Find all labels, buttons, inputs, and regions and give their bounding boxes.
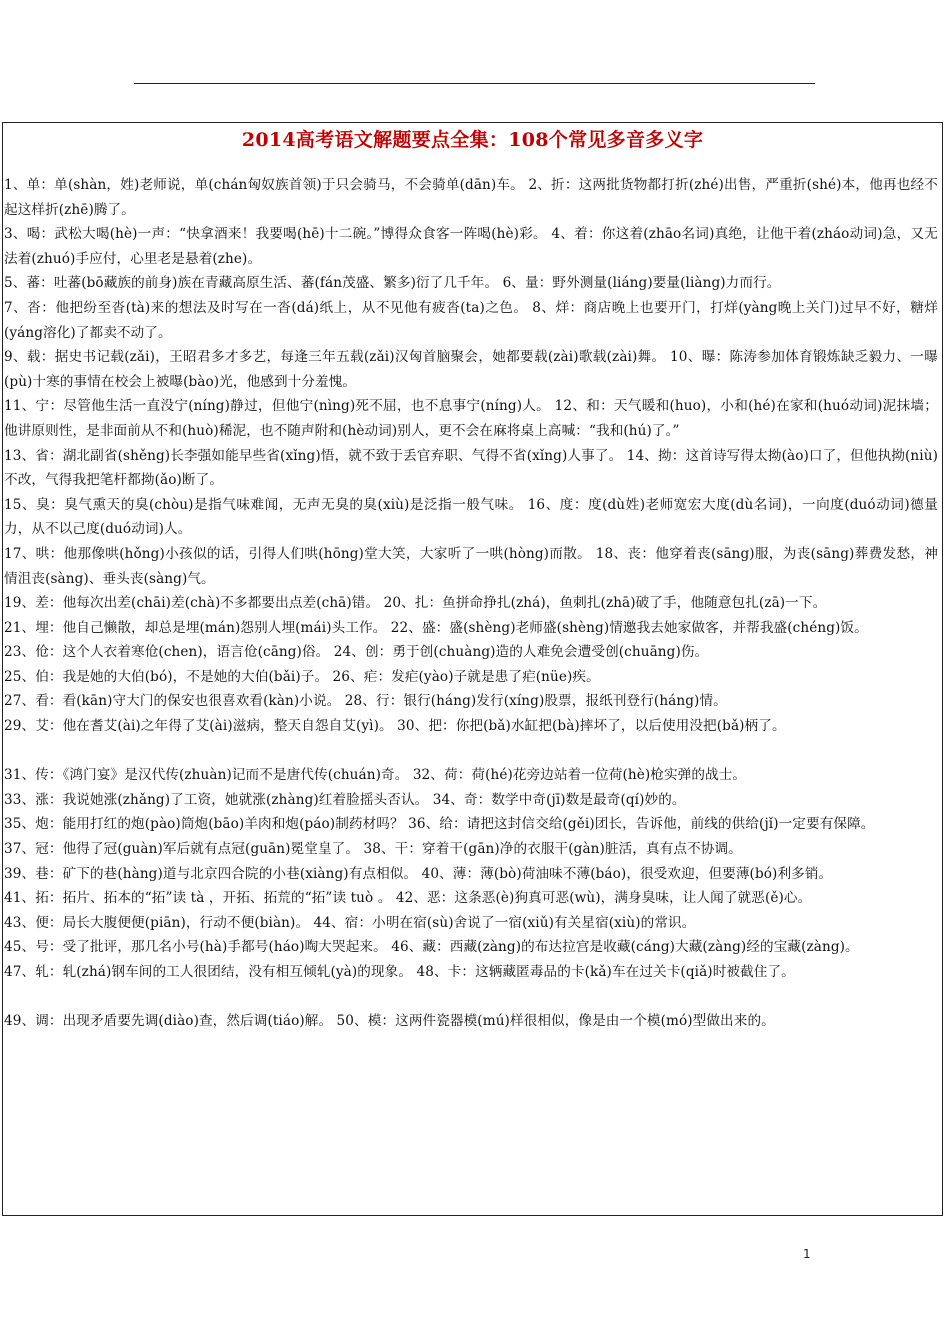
blank-line [4,985,938,1010]
paragraph: 35、炮：能用打红的炮(pào)筒炮(bāo)羊肉和炮(páo)制药材吗？ 36、给：请把这封信交给(gěi)团长，告诉他，前线的供给(jǐ)一定要有保障。 [4,816,875,833]
page-title: 2014高考语文解题要点全集：108个常见多音多义字 [241,129,704,151]
page-number: 1 [803,1247,811,1261]
paragraph: 33、涨：我说她涨(zhǎng)了工资，她就涨(zhàng)红着脸摇头否认。 34、奇：数学中奇(jī)数是最奇(qí)妙的。 [4,791,686,808]
paragraph: 7、沓：他把纷至沓(tà)来的想法及时写在一沓(dá)纸上，从不见他有疲沓(ta)之色。 8、烊：商店晚上也要开门，打烊(yàng晚上关门)过早不好，糖烊(yáng溶化)了都卖不动了。 [4,299,938,341]
blank-line [4,739,938,764]
header-rule [134,83,815,84]
paragraph: 31、传：《鸿门宴》是汉代传(zhuàn)记而不是唐代传(chuán)奇。 32、荷：荷(hé)花旁边站着一位荷(hè)枪实弹的战士。 [4,767,747,784]
paragraph: 37、冠：他得了冠(guàn)军后就有点冠(guān)冕堂皇了。 38、干：穿着干(gān)净的衣服干(gàn)脏活，真有点不协调。 [4,841,742,858]
paragraph: 49、调：出现矛盾要先调(diào)查，然后调(tiáo)解。 50、模：这两件瓷器模(mú)样很相似，像是由一个模(mó)型做出来的。 [4,1013,775,1030]
paragraph: 15、臭：臭气熏天的臭(chòu)是指气味难闻，无声无臭的臭(xiù)是泛指一般气味。 16、度：度(dù姓)老师宽宏大度(dù名词)，一向度(duó动词)德量力，从不以己度(duó动词)人。 [4,496,938,538]
paragraph: 45、号：受了批评，那几名小号(hà)手都号(háo)啕大哭起来。 46、藏：西藏(zàng)的布达拉宫是收藏(cáng)大藏(zàng)经的宝藏(zàng)。 [4,939,859,956]
paragraph: 39、巷：矿下的巷(hàng)道与北京四合院的小巷(xiàng)有点相似。 40、薄：薄(bò)荷油味不薄(báo)，很受欢迎，但要薄(bó)利多销。 [4,865,833,882]
paragraph: 11、宁：尽管他生活一直没宁(níng)静过，但他宁(nìng)死不屈，也不息事宁(níng)人。 12、和：天气暖和(huo)，小和(hé)在家和(huó动词)泥抹墙；他讲原则性，是非面前从不和(huò)稀泥，也不随声附和(hè动词)别人，更不会在麻将桌上高喊：“我和(hú)了。” [4,398,938,439]
paragraph: 19、差：他每次出差(chāi)差(chà)不多都要出点差(chā)错。 20、扎：鱼拼命挣扎(zhá)，鱼刺扎(zhā)破了手，他随意包扎(zā)一下。 [4,595,827,612]
paragraph: 9、载：据史书记载(zǎi)，王昭君多才多艺，每逢三年五载(zǎi)汉匈首脑聚会，她都要载(zài)歌载(zài)舞。 10、曝：陈涛参加体育锻炼缺乏毅力、一曝(pù)十寒的事情在校会上被曝(bào)光，他感到十分羞愧。 [4,349,938,390]
paragraph: 3、喝：武松大喝(hè)一声：“快拿酒来！我要喝(hē)十二碗。”博得众食客一阵喝(hè)彩。 4、着：你这着(zhāo名词)真绝，让他干着(zháo动词)急，又无法着(zhuó)手应付，心里老是悬着(zhe)。 [4,226,938,267]
paragraph-list [4,173,938,1034]
paragraph: 13、省：湖北副省(shěng)长李强如能早些省(xǐng)悟，就不致于丢官弃职、气得不省(xǐng)人事了。 14、拗：这首诗写得太拗(ào)口了，但他执拗(niù)不改，气得我把笔杆都拗(ǎo)断了。 [4,447,938,489]
paragraph: 21、埋：他自己懒散，却总是埋(mán)怨别人埋(mái)头工作。 22、盛：盛(shèng)老师盛(shèng)情邀我去她家做客，并帮我盛(chéng)饭。 [4,619,868,636]
paragraph: 25、伯：我是她的大伯(bó)，不是她的大伯(bǎi)子。 26、疟：发疟(yào)子就是患了疟(nüe)疾。 [4,668,600,685]
paragraph: 1、单：单(shàn，姓)老师说，单(chán匈奴族首领)于只会骑马，不会骑单(dān)车。 2、折：这两批货物都打折(zhé)出售，严重折(shé)本，他再也经不起这样折(zhē)腾了。 [4,177,938,218]
paragraph: 47、轧：轧(zhá)钢车间的工人很团结，没有相互倾轧(yà)的现象。 48、卡：这辆藏匿毒品的卡(kǎ)车在过关卡(qiǎ)时被截住了。 [4,964,795,980]
paragraph: 17、哄：他那像哄(hǒng)小孩似的话，引得人们哄(hōng)堂大笑，大家听了一哄(hòng)而散。 18、丧：他穿着丧(sāng)服，为丧(sāng)葬费发愁，神情沮丧(sàng)、垂头丧(sàng)气。 [4,545,938,587]
paragraph: 27、看：看(kān)守大门的保安也很喜欢看(kàn)小说。 28、行：银行(háng)发行(xíng)股票，报纸刊登行(háng)情。 [4,693,727,710]
paragraph: 5、蕃：吐蕃(bō藏族的前身)族在青藏高原生活、蕃(fán茂盛、繁多)衍了几千年。 6、量：野外测量(liáng)要量(liàng)力而行。 [4,275,781,292]
paragraph: 43、便：局长大腹便便(piān)，行动不便(biàn)。 44、宿：小明在宿(sù)舍说了一宿(xiǔ)有关星宿(xiù)的常识。 [4,914,696,931]
content-frame [2,122,943,1216]
paragraph: 29、艾：他在耆艾(ài)之年得了艾(ài)滋病，整天自怨自艾(yì)。 30、把：你把(bǎ)水缸把(bà)摔坏了，以后使用没把(bǎ)柄了。 [4,718,786,735]
paragraph: 41、拓：拓片、拓本的“拓”读 tà ，开拓、拓荒的“拓”读 tuò 。 42、恶：这条恶(è)狗真可恶(wù)，满身臭味，让人闻了就恶(ě)心。 [4,890,812,907]
paragraph: 23、伧：这个人衣着寒伧(chen)，语言伧(cāng)俗。 24、创：勇于创(chuàng)造的人难免会遭受创(chuāng)伤。 [4,644,709,661]
